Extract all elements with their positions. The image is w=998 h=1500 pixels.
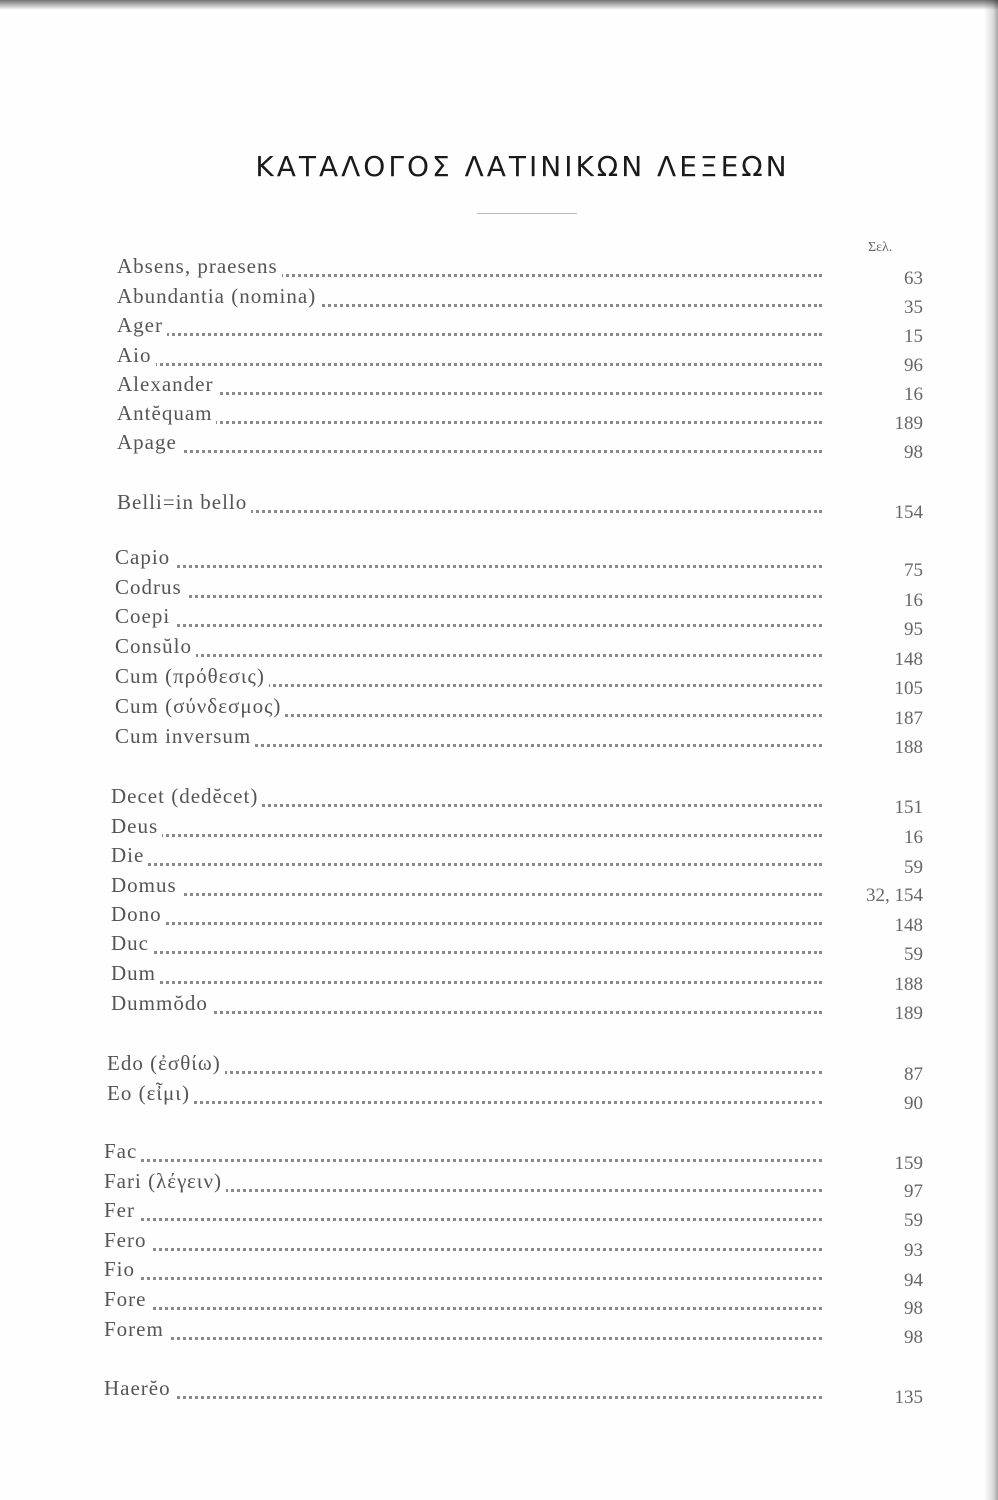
index-entry (0, 1317, 998, 1348)
index-entry (0, 1169, 998, 1202)
entry-term: Dum (111, 961, 160, 986)
index-entry (0, 1139, 998, 1174)
index-entry (0, 575, 998, 611)
entry-term: Cum (σύνδεσμος) (115, 694, 285, 719)
leader-dots (131, 830, 822, 837)
index-entry (0, 1287, 998, 1319)
entry-page-number: 189 (894, 1003, 923, 1024)
index-entry (0, 343, 998, 376)
scan-top-shadow (0, 0, 998, 10)
entry-page-number: 32, 154 (866, 885, 923, 906)
leader-dots (124, 1333, 822, 1340)
entry-page-number: 98 (904, 442, 923, 463)
leader-dots (124, 1392, 822, 1399)
leader-dots (131, 889, 822, 896)
leader-dots (131, 977, 822, 984)
entry-term: Haerĕo (104, 1376, 175, 1401)
entry-term: Die (111, 843, 148, 868)
page-column-header: Σελ. (868, 240, 893, 255)
index-entry (0, 991, 998, 1024)
entry-page-number: 159 (894, 1153, 923, 1174)
entry-page-number: 148 (894, 915, 923, 936)
entry-term: Consŭlo (115, 634, 196, 659)
page-title: ΚΑΤΑΛΟΓΟΣ ΛΑΤΙΝΙΚΩΝ ΛΕΞΕΩΝ (255, 150, 790, 183)
entry-term: Deus (111, 814, 162, 839)
entry-page-number: 16 (904, 384, 923, 405)
entry-term: Antĕquam (117, 401, 216, 426)
title-divider (477, 213, 577, 214)
index-entry (0, 604, 998, 640)
index-entry (0, 694, 998, 729)
entry-page-number: 189 (894, 413, 923, 434)
index-entry (0, 313, 998, 347)
index-entry (0, 902, 998, 936)
entry-term: Fac (104, 1139, 141, 1164)
entry-page-number: 105 (894, 678, 923, 699)
leader-dots (131, 918, 822, 925)
entry-term: Apage (117, 430, 181, 455)
index-entry (0, 1257, 998, 1291)
entry-page-number: 90 (904, 1093, 923, 1114)
entry-page-number: 148 (894, 649, 923, 670)
index-entry (0, 724, 998, 758)
leader-dots (137, 359, 822, 366)
entry-page-number: 188 (894, 974, 923, 995)
index-entry (0, 490, 998, 523)
leader-dots (135, 650, 822, 657)
entry-term: Fer (104, 1198, 139, 1223)
leader-dots (127, 1067, 822, 1074)
leader-dots (124, 1244, 822, 1251)
entry-term: Fore (104, 1287, 151, 1312)
entry-page-number: 135 (894, 1387, 923, 1408)
leader-dots (137, 446, 822, 453)
entry-page-number: 59 (904, 1210, 923, 1231)
entry-page-number: 154 (894, 502, 923, 523)
entry-term: Dummŏdo (111, 991, 212, 1016)
leader-dots (124, 1214, 822, 1221)
entry-term: Cum inversum (115, 724, 255, 749)
leader-dots (124, 1185, 822, 1192)
entry-page-number: 96 (904, 355, 923, 376)
leader-dots (137, 329, 822, 336)
entry-term: Coepi (115, 604, 174, 629)
leader-dots (127, 1097, 822, 1104)
leader-dots (124, 1273, 822, 1280)
entry-term: Dono (111, 902, 166, 927)
entry-term: Belli=in bello (117, 490, 251, 515)
entry-term: Abundantia (nomina) (117, 284, 320, 309)
entry-term: Ager (117, 313, 167, 338)
entry-page-number: 75 (904, 560, 923, 581)
index-entry (0, 545, 998, 581)
entry-term: Forem (104, 1317, 168, 1342)
entry-page-number: 16 (904, 827, 923, 848)
entry-page-number: 97 (904, 1181, 923, 1202)
entry-page-number: 59 (904, 944, 923, 965)
index-entry (0, 1228, 998, 1261)
index-entry (0, 401, 998, 434)
leader-dots (131, 1007, 822, 1014)
leader-dots (135, 620, 822, 627)
entry-page-number: 98 (904, 1327, 923, 1348)
entry-term: Fio (104, 1257, 139, 1282)
entry-page-number: 16 (904, 590, 923, 611)
entry-page-number: 95 (904, 619, 923, 640)
leader-dots (124, 1303, 822, 1310)
entry-term: Alexander (117, 372, 217, 397)
leader-dots (137, 388, 822, 395)
entry-term: Domus (111, 873, 181, 898)
index-entry (0, 430, 998, 463)
entry-page-number: 188 (894, 737, 923, 758)
index-entry (0, 634, 998, 670)
leader-dots (137, 417, 822, 424)
index-entry (0, 784, 998, 818)
entry-page-number: 59 (904, 857, 923, 878)
entry-term: Fari (λέγειν) (104, 1169, 226, 1194)
entry-term: Fero (104, 1228, 151, 1253)
entry-term: Cum (πρόθεσις) (115, 664, 269, 689)
entry-term: Decet (dedĕcet) (111, 784, 262, 809)
index-entry (0, 1081, 998, 1114)
index-entry (0, 1051, 998, 1085)
entry-page-number: 93 (904, 1240, 923, 1261)
entry-term: Aio (117, 343, 156, 368)
leader-dots (135, 561, 822, 568)
index-entry (0, 814, 998, 848)
index-entry (0, 254, 998, 289)
index-entry (0, 843, 998, 878)
leader-dots (131, 947, 822, 954)
entry-term: Eo (εἶμι) (107, 1081, 194, 1106)
entry-page-number: 35 (904, 297, 923, 318)
leader-dots (131, 859, 822, 866)
entry-page-number: 187 (894, 708, 923, 729)
entry-page-number: 15 (904, 326, 923, 347)
index-entry (0, 873, 998, 906)
leader-dots (124, 1155, 822, 1162)
entry-term: Codrus (115, 575, 186, 600)
entry-page-number: 63 (904, 268, 923, 289)
index-entry (0, 1376, 998, 1408)
index-entry (0, 1198, 998, 1231)
index-entry (0, 372, 998, 405)
index-entry (0, 664, 998, 699)
index-entry (0, 961, 998, 995)
entry-page-number: 151 (894, 797, 923, 818)
entry-term: Duc (111, 931, 153, 956)
entry-page-number: 87 (904, 1064, 923, 1085)
entry-term: Absens, praesens (117, 254, 282, 279)
index-entry (0, 284, 998, 318)
leader-dots (135, 591, 822, 598)
entry-term: Capio (115, 545, 174, 570)
entry-page-number: 94 (904, 1270, 923, 1291)
entry-page-number: 98 (904, 1298, 923, 1319)
entry-term: Edo (ἐσθίω) (107, 1051, 225, 1076)
index-entry (0, 931, 998, 965)
